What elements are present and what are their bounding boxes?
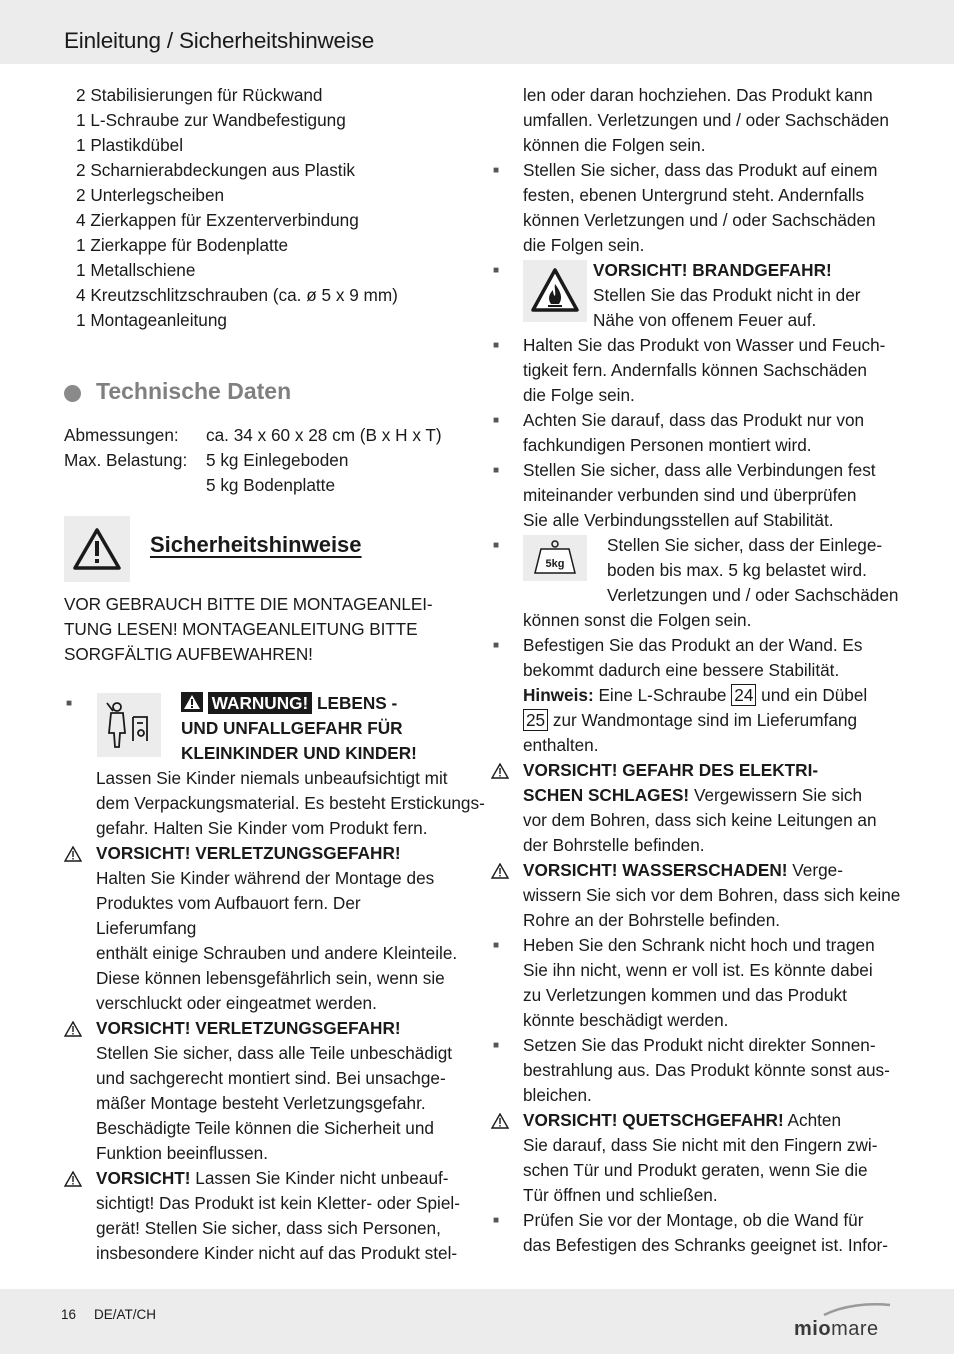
caution-triangle-icon [64, 1171, 82, 1187]
svg-text:5kg: 5kg [545, 558, 565, 570]
caps-notice: VOR GEBRAUCH BITTE DIE MONTAGEANLEI- TUNG LESEN! MONTAGEANLEITUNG BITTE SORGFÄLTIG AUFBEWAHREN! [64, 594, 433, 664]
bullet-block: ■ Stellen Sie sicher, dass das Produkt auf einem festen, ebenen Untergrund steht. Andernfalls können Verletzungen und / oder Sachschäden die Folgen sein. [493, 160, 878, 255]
caution-block: VORSICHT! GEFAHR DES ELEKTRI- SCHEN SCHLAGES! Vergewissern Sie sich vor dem Bohren, dass sich keine Leitungen an der Bohrstelle befinden. [491, 758, 896, 858]
right-column [491, 83, 901, 1258]
bullet-block: ■ Heben Sie den Schrank nicht hoch und tragen Sie ihn nicht, wenn er voll ist. Es könnte dabei zu Verletzungen kommen und das Produkt könnte beschädigt werden. [493, 935, 875, 1030]
page-footer [0, 1289, 954, 1354]
fire-hazard-icon [523, 260, 587, 322]
safety-heading: Sicherheitshinweise [150, 532, 362, 557]
caution-block: VORSICHT! WASSERSCHADEN! Verge- wissern Sie sich vor dem Bohren, dass sich keine Rohre an der Bohrstelle befinden. [491, 858, 896, 933]
weight-warning-block: ■ 5kg Stellen Sie sicher, dass der Einlege- boden bis max. 5 kg belastet wird. Verletzungen und / oder Sachschäden können sonst die Folgen sein. [493, 535, 899, 630]
list-item: 1 Metallschiene [76, 260, 196, 280]
caution-block: VORSICHT! QUETSCHGEFAHR! Achten Sie darauf, dass Sie nicht mit den Fingern zwi- schen Tür und Produkt geraten, wenn Sie die Tür öffnen und schließen. [491, 1108, 896, 1208]
square-bullet-icon: ■ [493, 165, 500, 176]
square-bullet-icon: ■ [493, 940, 500, 951]
caution-triangle-icon [491, 863, 509, 879]
country-codes: DE/AT/CH [94, 1307, 157, 1322]
square-bullet-icon: ■ [493, 1040, 500, 1051]
list-item: 1 Montageanleitung [76, 310, 227, 330]
list-item: 2 Stabilisierungen für Rückwand [76, 85, 323, 105]
page-number: 16 [61, 1307, 77, 1322]
caution-triangle-icon [64, 1021, 82, 1037]
list-item: 4 Zierkappen für Exzenterverbindung [76, 210, 359, 230]
tech-data-heading: Technische Daten [64, 381, 464, 419]
continued-text: len oder daran hochziehen. Das Produkt kann umfallen. Verletzungen und / oder Sachschäden können die Folgen sein. [523, 85, 889, 155]
child-hazard-icon [97, 693, 161, 757]
fire-warning-block: ■ VORSICHT! BRANDGEFAHR! Stellen Sie das Produkt nicht in der Nähe von offenem Feuer auf. [493, 260, 861, 330]
caution-block: VORSICHT! VERLETZUNGSGEFAHR! Halten Sie Kinder während der Montage des Produktes vom Aufbauort fern. Der Lieferumfang enthält einige Schrauben und andere Kleinteile. Diese können lebensgefährlich sein, wenn sie verschluckt oder eingeatmet werden. [64, 841, 464, 1016]
bullet-block: ■ Befestigen Sie das Produkt an der Wand. Es bekommt dadurch eine bessere Stabilität. Hinweis: Eine L-Schraube 24 und ein Dübel 25 zur Wandmontage sind im Lieferumfang enthalten. [493, 635, 868, 755]
caution-triangle-icon [64, 846, 82, 862]
square-bullet-icon: ■ [493, 465, 500, 476]
part-number: 24 [731, 684, 756, 706]
brand-logo: miomare [794, 1301, 894, 1341]
bullet-block: ■ Achten Sie darauf, dass das Produkt nur von fachkundigen Personen montiert wird. [493, 410, 865, 455]
bullet-block: ■ Stellen Sie sicher, dass alle Verbindungen fest miteinander verbunden sind und überprüfen Sie alle Verbindungsstellen auf Stabilität. [493, 460, 876, 530]
page-title: Einleitung / Sicherheitshinweise [64, 28, 375, 53]
safety-warning-box [64, 516, 362, 582]
scope-of-delivery-list [64, 83, 464, 333]
caution-triangle-icon [491, 763, 509, 779]
square-bullet-icon: ■ [493, 265, 500, 276]
square-bullet-icon: ■ [493, 415, 500, 426]
square-bullet-icon: ■ [493, 540, 500, 551]
list-item: 1 L-Schraube zur Wandbefestigung [76, 110, 346, 130]
caution-block: VORSICHT! VERLETZUNGSGEFAHR! Stellen Sie sicher, dass alle Teile unbeschädigt und sachgerecht montiert sind. Bei unsachge- mäßer Montage besteht Verletzungsgefahr. Beschädigte Teile können die Sicherheit und Funktion beeinflussen. [64, 1016, 464, 1166]
weight-icon [523, 535, 587, 581]
square-bullet-icon: ■ [493, 340, 500, 351]
warning-body: Lassen Sie Kinder niemals unbeaufsichtigt mit dem Verpackungsmaterial. Es besteht Erstickungs- gefahr. Halten Sie Kinder vom Produkt fern. [96, 768, 485, 838]
table-row: 5 kg Bodenplatte [206, 475, 336, 495]
logo-swoosh-icon [794, 1301, 894, 1317]
page-header [0, 0, 954, 64]
warning-heading: WARNUNG! LEBENS - UND UNFALLGEFAHR FÜR KLEINKINDER UND KINDER! [181, 693, 417, 763]
list-item: 2 Scharnierabdeckungen aus Plastik [76, 160, 355, 180]
bullet-block: ■ Setzen Sie das Produkt nicht direkter Sonnen- bestrahlung aus. Das Produkt könnte sonst aus- bleichen. [493, 1035, 890, 1105]
list-item: 1 Zierkappe für Bodenplatte [76, 235, 289, 255]
square-bullet-icon: ■ [493, 640, 500, 651]
square-bullet-icon: ■ [493, 1215, 500, 1226]
warning-triangle-icon [181, 692, 203, 712]
bullet-block: ■ Prüfen Sie vor der Montage, ob die Wand für das Befestigen des Schranks geeignet ist. Infor- [493, 1210, 888, 1255]
left-column [64, 83, 485, 1266]
bullet-dot-icon [64, 385, 81, 402]
child-warning-block [64, 691, 485, 841]
list-item: 4 Kreutzschlitzschrauben (ca. ø 5 x 9 mm) [76, 285, 398, 305]
warning-triangle-icon [64, 516, 130, 582]
caution-block: VORSICHT! Lassen Sie Kinder nicht unbeauf- sichtigt! Das Produkt ist kein Kletter- oder Spiel- gerät! Stellen Sie sicher, dass sich Personen, insbesondere Kinder nicht auf das Produkt stel- [64, 1166, 464, 1266]
warning-badge: WARNUNG! [208, 692, 312, 714]
square-bullet-icon: ■ [66, 698, 73, 709]
table-row: Max. Belastung: 5 kg Einlegeboden [64, 450, 349, 470]
part-number: 25 [523, 709, 548, 731]
tech-data-table [64, 423, 464, 498]
caution-triangle-icon [491, 1113, 509, 1129]
list-item: 1 Plastikdübel [76, 135, 184, 155]
bullet-block: ■ Halten Sie das Produkt von Wasser und Feuch- tigkeit fern. Andernfalls können Sachschäden die Folge sein. [493, 335, 886, 405]
list-item: 2 Unterlegscheiben [76, 185, 225, 205]
table-row: Abmessungen: ca. 34 x 60 x 28 cm (B x H x T) [64, 425, 442, 445]
